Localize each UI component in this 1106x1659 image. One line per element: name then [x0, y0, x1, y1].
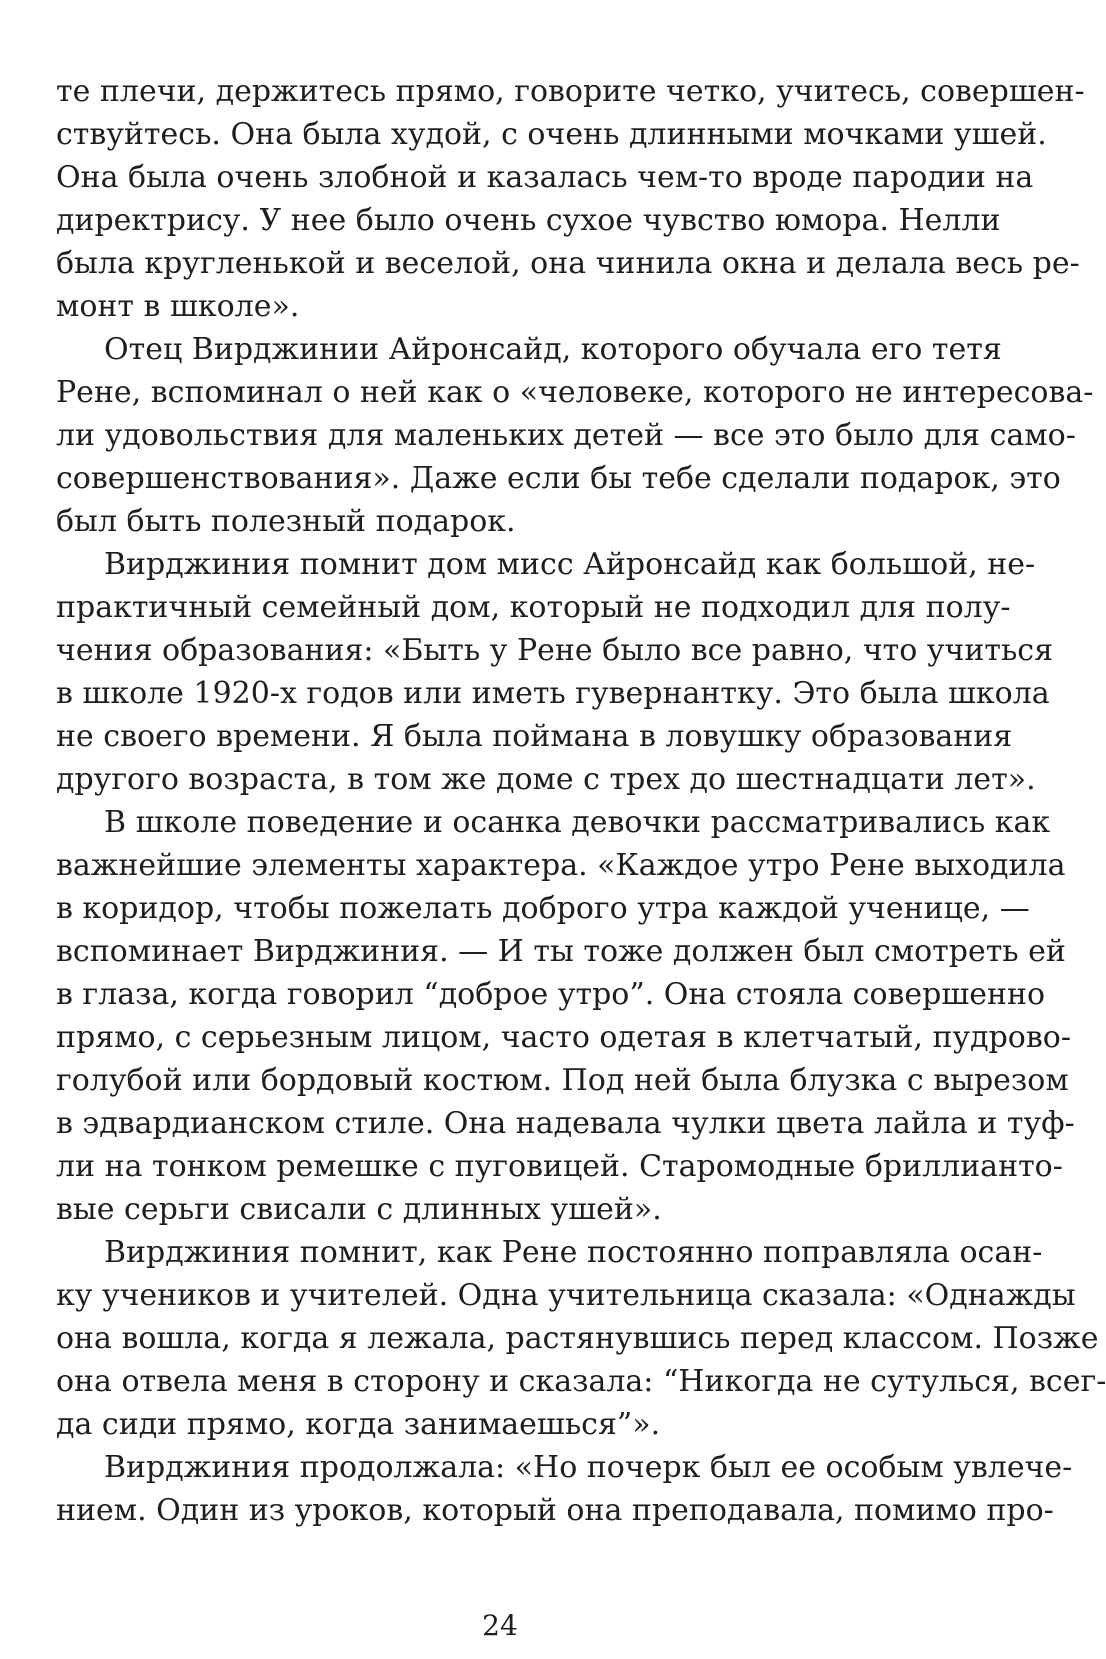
text-line: Она была очень злобной и казалась чем-то вроде пародии на — [56, 160, 1034, 195]
text-line: был быть полезный подарок. — [56, 504, 516, 539]
text-line: Отец Вирджинии Айронсайд, которого обучала его тетя — [104, 332, 1002, 367]
text-line: совершенствования». Даже если бы тебе сделали подарок, это — [56, 461, 1061, 496]
text-line: Вирджиния помнит, как Рене постоянно поправляла осан- — [104, 1235, 1043, 1270]
text-line: она отвела меня в сторону и сказала: “Никогда не сутулься, всег- — [56, 1364, 1106, 1399]
text-line: в эдвардианском стиле. Она надевала чулки цвета лайла и туф- — [56, 1106, 1075, 1141]
text-line: в коридор, чтобы пожелать доброго утра каждой ученице, — — [56, 891, 1030, 926]
text-line: директрису. У нее было очень сухое чувство юмора. Нелли — [56, 203, 1001, 238]
text-line: другого возраста, в том же доме с трех до шестнадцати лет». — [56, 762, 1036, 797]
text-line: была кругленькой и веселой, она чинила окна и делала весь ре- — [56, 246, 1080, 281]
text-line: голубой или бордовый костюм. Под ней была блузка с вырезом — [56, 1063, 1069, 1098]
text-line: ли удовольствия для маленьких детей — все это было для само- — [56, 418, 1076, 453]
text-line: в глаза, когда говорил “доброе утро”. Она стояла совершенно — [56, 977, 1046, 1012]
text-line: Вирджиния помнит дом мисс Айронсайд как большой, не- — [104, 547, 1036, 582]
text-line: Рене, вспоминал о ней как о «человеке, которого не интересова- — [56, 375, 1094, 410]
text-line: в школе 1920-х годов или иметь гувернантку. Это была школа — [56, 676, 1050, 711]
text-line: не своего времени. Я была поймана в ловушку образования — [56, 719, 1013, 754]
text-line: В школе поведение и осанка девочки рассматривались как — [104, 805, 1051, 840]
text-line: ли на тонком ремешке с пуговицей. Старомодные бриллианто- — [56, 1149, 1063, 1184]
text-line: ствуйтесь. Она была худой, с очень длинными мочками ушей. — [56, 117, 1047, 152]
text-line: чения образования: «Быть у Рене было все равно, что учиться — [56, 633, 1054, 668]
page-number: 24 — [482, 1609, 518, 1642]
text-line: ку учеников и учителей. Одна учительница сказала: «Однажды — [56, 1278, 1076, 1313]
text-line: практичный семейный дом, который не подходил для полу- — [56, 590, 1011, 625]
text-line: вспоминает Вирджиния. — И ты тоже должен был смотреть ей — [56, 934, 1066, 969]
text-line: она вошла, когда я лежала, растянувшись перед классом. Позже — [56, 1321, 1099, 1356]
text-line: те плечи, держитесь прямо, говорите четко, учитесь, совершен- — [56, 74, 1085, 109]
text-line: нием. Один из уроков, который она преподавала, помимо про- — [56, 1493, 1054, 1528]
text-line: прямо, с серьезным лицом, часто одетая в клетчатый, пудрово- — [56, 1020, 1071, 1055]
text-line: Вирджиния продолжала: «Но почерк был ее особым увлече- — [104, 1450, 1073, 1485]
text-line: монт в школе». — [56, 289, 300, 324]
text-line: вые серьги свисали с длинных ушей». — [56, 1192, 662, 1227]
text-line: важнейшие элементы характера. «Каждое утро Рене выходила — [56, 848, 1066, 883]
text-line: да сиди прямо, когда занимаешься”». — [56, 1407, 661, 1442]
